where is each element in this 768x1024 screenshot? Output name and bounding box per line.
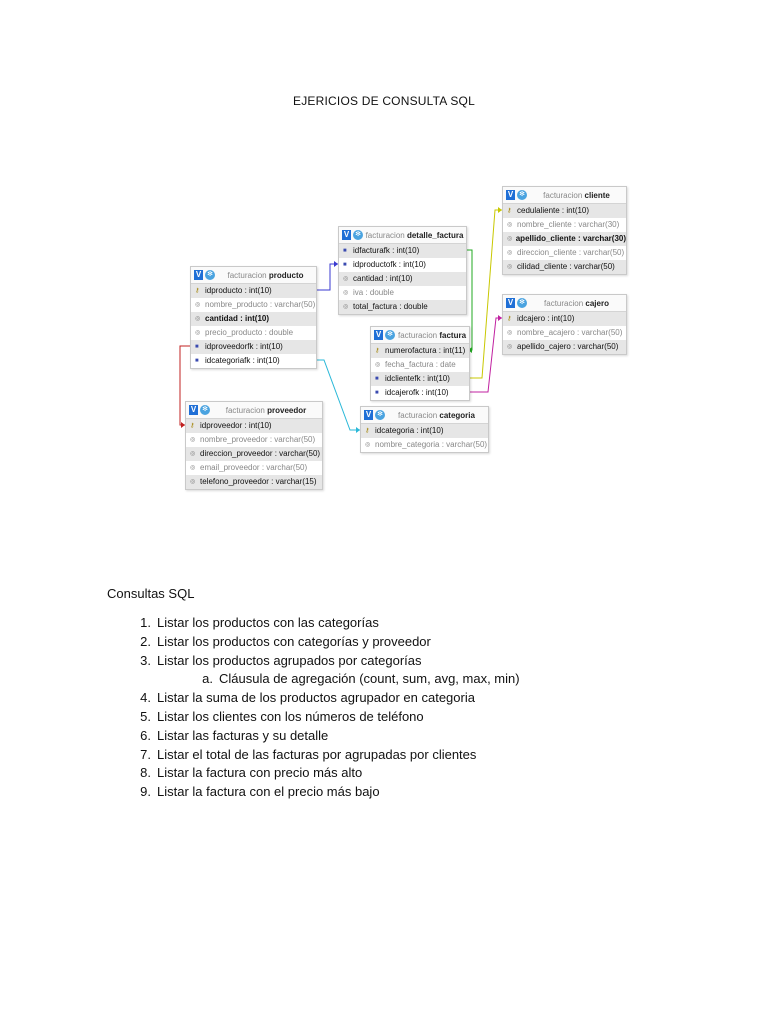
column-icon: ◎ bbox=[507, 344, 513, 350]
gear-icon[interactable]: ✻ bbox=[375, 410, 385, 420]
column-label: idcajero : int(10) bbox=[517, 314, 575, 323]
list-text: Listar los productos con categorías y proveedor bbox=[157, 633, 431, 649]
column-row[interactable] bbox=[371, 386, 469, 400]
column-row[interactable] bbox=[191, 312, 316, 326]
key-icon: ⚷ bbox=[365, 428, 370, 434]
list-text: Listar las facturas y su detalle bbox=[157, 727, 329, 743]
column-row[interactable] bbox=[191, 326, 316, 340]
link-producto-detalle bbox=[315, 264, 338, 290]
collapse-toggle-icon[interactable]: V bbox=[375, 330, 382, 339]
column-label: idcajerofk : int(10) bbox=[385, 388, 449, 397]
list-number: 6. bbox=[140, 727, 151, 743]
link-factura-cajero bbox=[468, 318, 502, 392]
column-label: total_factura : double bbox=[353, 302, 428, 311]
column-row[interactable] bbox=[503, 218, 626, 232]
schema-name: facturacion bbox=[397, 330, 438, 340]
column-label: cedulaliente : int(10) bbox=[517, 206, 590, 215]
table-name: cajero bbox=[585, 298, 609, 308]
list-item bbox=[107, 689, 520, 708]
column-icon: ◎ bbox=[190, 465, 196, 471]
gear-icon[interactable]: ✻ bbox=[517, 190, 527, 200]
table-header[interactable] bbox=[339, 227, 466, 244]
column-label: nombre_acajero : varchar(50) bbox=[517, 328, 623, 337]
column-row[interactable] bbox=[186, 447, 322, 461]
column-row[interactable] bbox=[503, 246, 626, 260]
list-item bbox=[107, 614, 520, 633]
list-number: 4. bbox=[140, 690, 151, 706]
gear-icon[interactable]: ✻ bbox=[517, 298, 527, 308]
gear-icon[interactable]: ✻ bbox=[205, 270, 215, 280]
list-number: 2. bbox=[140, 633, 151, 649]
collapse-toggle-icon[interactable]: V bbox=[190, 405, 197, 414]
column-label: apellido_cliente : varchar(30) bbox=[515, 234, 626, 243]
collapse-toggle-icon[interactable]: V bbox=[507, 190, 514, 199]
collapse-toggle-icon[interactable]: V bbox=[195, 270, 202, 279]
foreign-key-icon: ■ bbox=[375, 390, 379, 396]
column-row[interactable] bbox=[339, 244, 466, 258]
list-text: Listar los clientes con los números de teléfono bbox=[157, 708, 424, 724]
list-item bbox=[107, 746, 520, 765]
foreign-key-icon: ■ bbox=[195, 358, 199, 364]
column-row[interactable] bbox=[186, 461, 322, 475]
column-label: direccion_cliente : varchar(50) bbox=[517, 248, 625, 257]
column-icon: ◎ bbox=[507, 250, 513, 256]
list-item bbox=[107, 633, 520, 652]
table-name: cliente bbox=[584, 190, 610, 200]
list-number: 7. bbox=[140, 746, 151, 762]
column-icon: ◎ bbox=[195, 316, 201, 322]
column-row[interactable] bbox=[503, 232, 626, 246]
foreign-key-icon: ■ bbox=[375, 376, 379, 382]
gear-icon[interactable]: ✻ bbox=[200, 405, 210, 415]
link-factura-cliente bbox=[468, 210, 502, 378]
column-label: idclientefk : int(10) bbox=[385, 374, 450, 383]
schema-name: facturacion bbox=[365, 230, 405, 240]
gear-icon[interactable]: ✻ bbox=[353, 230, 363, 240]
key-icon: ⚷ bbox=[507, 208, 512, 214]
table-title bbox=[395, 331, 469, 340]
query-list bbox=[107, 614, 520, 802]
column-row[interactable] bbox=[339, 300, 466, 314]
list-item bbox=[107, 670, 520, 689]
column-label: nombre_cliente : varchar(30) bbox=[517, 220, 620, 229]
foreign-key-icon: ■ bbox=[343, 262, 347, 268]
column-label: cantidad : int(10) bbox=[353, 274, 413, 283]
table-name: categoria bbox=[439, 410, 475, 420]
list-text: Listar el total de las facturas por agrupadas por clientes bbox=[157, 746, 477, 762]
schema-name: facturacion bbox=[398, 410, 438, 420]
table-header[interactable] bbox=[503, 187, 626, 204]
page-title: EJERICIOS DE CONSULTA SQL bbox=[293, 94, 475, 108]
column-row[interactable] bbox=[186, 433, 322, 447]
list-item bbox=[107, 708, 520, 727]
column-row[interactable] bbox=[371, 372, 469, 386]
list-item bbox=[107, 652, 520, 671]
column-label: iva : double bbox=[353, 288, 394, 297]
column-row[interactable] bbox=[191, 284, 316, 298]
column-icon: ◎ bbox=[507, 222, 513, 228]
list-number: 8. bbox=[140, 765, 151, 781]
table-header[interactable] bbox=[361, 407, 488, 424]
table-header[interactable] bbox=[191, 267, 316, 284]
column-icon: ◎ bbox=[190, 451, 196, 457]
column-label: idproducto : int(10) bbox=[205, 286, 272, 295]
column-label: idproveedorfk : int(10) bbox=[205, 342, 283, 351]
table-cajero[interactable] bbox=[502, 294, 627, 355]
column-row[interactable] bbox=[339, 272, 466, 286]
column-label: nombre_categoria : varchar(50) bbox=[375, 440, 488, 449]
column-label: direccion_proveedor : varchar(50) bbox=[200, 449, 321, 458]
column-row[interactable] bbox=[371, 344, 469, 358]
column-label: cilidad_cliente : varchar(50) bbox=[517, 262, 615, 271]
column-icon: ◎ bbox=[365, 442, 371, 448]
table-header[interactable] bbox=[186, 402, 322, 419]
column-row[interactable] bbox=[503, 204, 626, 218]
column-label: idproveedor : int(10) bbox=[200, 421, 272, 430]
column-row[interactable] bbox=[503, 340, 626, 354]
column-label: numerofactura : int(11) bbox=[385, 346, 466, 355]
column-icon: ◎ bbox=[507, 236, 513, 242]
table-header[interactable] bbox=[371, 327, 469, 344]
column-label: cantidad : int(10) bbox=[205, 314, 270, 323]
list-text: Listar la suma de los productos agrupador en categoria bbox=[157, 690, 475, 706]
column-label: idproductofk : int(10) bbox=[353, 260, 426, 269]
column-row[interactable] bbox=[503, 260, 626, 274]
column-icon: ◎ bbox=[343, 276, 349, 282]
column-icon: ◎ bbox=[375, 362, 381, 368]
schema-name: facturacion bbox=[544, 298, 584, 308]
column-icon: ◎ bbox=[190, 437, 196, 443]
table-proveedor[interactable] bbox=[185, 401, 323, 490]
table-title bbox=[363, 231, 466, 240]
column-icon: ◎ bbox=[195, 302, 201, 308]
column-icon: ◎ bbox=[195, 330, 201, 336]
key-icon: ⚷ bbox=[195, 288, 200, 294]
column-icon: ◎ bbox=[507, 264, 513, 270]
column-label: precio_producto : double bbox=[205, 328, 294, 337]
list-item bbox=[107, 764, 520, 783]
collapse-toggle-icon[interactable]: V bbox=[343, 230, 350, 239]
table-title bbox=[527, 191, 626, 200]
list-text: Listar la factura con precio más alto bbox=[157, 765, 363, 781]
column-label: nombre_producto : varchar(50) bbox=[205, 300, 316, 309]
column-label: email_proveedor : varchar(50) bbox=[200, 463, 308, 472]
column-row[interactable] bbox=[339, 286, 466, 300]
table-title bbox=[215, 271, 316, 280]
column-label: nombre_proveedor : varchar(50) bbox=[200, 435, 316, 444]
table-name: producto bbox=[268, 270, 304, 280]
table-title bbox=[210, 406, 322, 415]
list-number: 3. bbox=[140, 652, 151, 668]
column-label: idcategoria : int(10) bbox=[375, 426, 444, 435]
table-header[interactable] bbox=[503, 295, 626, 312]
table-cliente[interactable] bbox=[502, 186, 627, 275]
list-item bbox=[107, 783, 520, 802]
table-categoria[interactable] bbox=[360, 406, 489, 453]
column-label: idcategoriafk : int(10) bbox=[205, 356, 280, 365]
column-label: telefono_proveedor : varchar(15) bbox=[200, 477, 317, 486]
column-row[interactable] bbox=[361, 424, 488, 438]
table-name: factura bbox=[439, 330, 467, 340]
column-row[interactable] bbox=[503, 312, 626, 326]
list-number: a. bbox=[202, 671, 213, 687]
table-name: proveedor bbox=[267, 405, 307, 415]
schema-name: facturacion bbox=[225, 405, 265, 415]
table-detalle-factura[interactable] bbox=[338, 226, 467, 315]
table-name: detalle_factura bbox=[406, 230, 464, 240]
collapse-toggle-icon[interactable]: V bbox=[507, 298, 514, 307]
column-row[interactable] bbox=[191, 298, 316, 312]
list-text: Listar los productos con las categorías bbox=[157, 615, 379, 630]
column-label: apellido_cajero : varchar(50) bbox=[517, 342, 619, 351]
column-row[interactable] bbox=[503, 326, 626, 340]
column-row[interactable] bbox=[339, 258, 466, 272]
list-text: Cláusula de agregación (count, sum, avg, max, min) bbox=[219, 671, 520, 687]
list-number: 5. bbox=[140, 708, 151, 724]
column-icon: ◎ bbox=[343, 304, 349, 310]
schema-name: facturacion bbox=[543, 190, 583, 200]
foreign-key-icon: ■ bbox=[343, 248, 347, 254]
column-row[interactable] bbox=[371, 358, 469, 372]
column-row[interactable] bbox=[186, 419, 322, 433]
column-row[interactable] bbox=[186, 475, 322, 489]
column-row[interactable] bbox=[361, 438, 488, 452]
list-text: Listar la factura con el precio más bajo bbox=[157, 784, 380, 800]
table-title bbox=[385, 411, 488, 420]
key-icon: ⚷ bbox=[190, 423, 195, 429]
collapse-toggle-icon[interactable]: V bbox=[365, 410, 372, 419]
list-number: 9. bbox=[140, 784, 151, 800]
list-number: 1. bbox=[140, 615, 151, 630]
schema-name: facturacion bbox=[227, 270, 267, 280]
gear-icon[interactable]: ✻ bbox=[385, 330, 395, 340]
column-row[interactable] bbox=[191, 354, 316, 368]
column-icon: ◎ bbox=[343, 290, 349, 296]
column-label: idfacturafk : int(10) bbox=[353, 246, 420, 255]
column-row[interactable] bbox=[191, 340, 316, 354]
key-icon: ⚷ bbox=[507, 316, 512, 322]
key-icon: ⚷ bbox=[375, 348, 380, 354]
table-producto[interactable] bbox=[190, 266, 317, 369]
list-item bbox=[107, 727, 520, 746]
column-label: fecha_factura : date bbox=[385, 360, 456, 369]
foreign-key-icon: ■ bbox=[195, 344, 199, 350]
column-icon: ◎ bbox=[507, 330, 513, 336]
queries-heading: Consultas SQL bbox=[107, 586, 195, 601]
list-text: Listar los productos agrupados por categorías bbox=[157, 652, 422, 668]
table-title bbox=[527, 299, 626, 308]
table-factura[interactable] bbox=[370, 326, 470, 401]
column-icon: ◎ bbox=[190, 479, 196, 485]
